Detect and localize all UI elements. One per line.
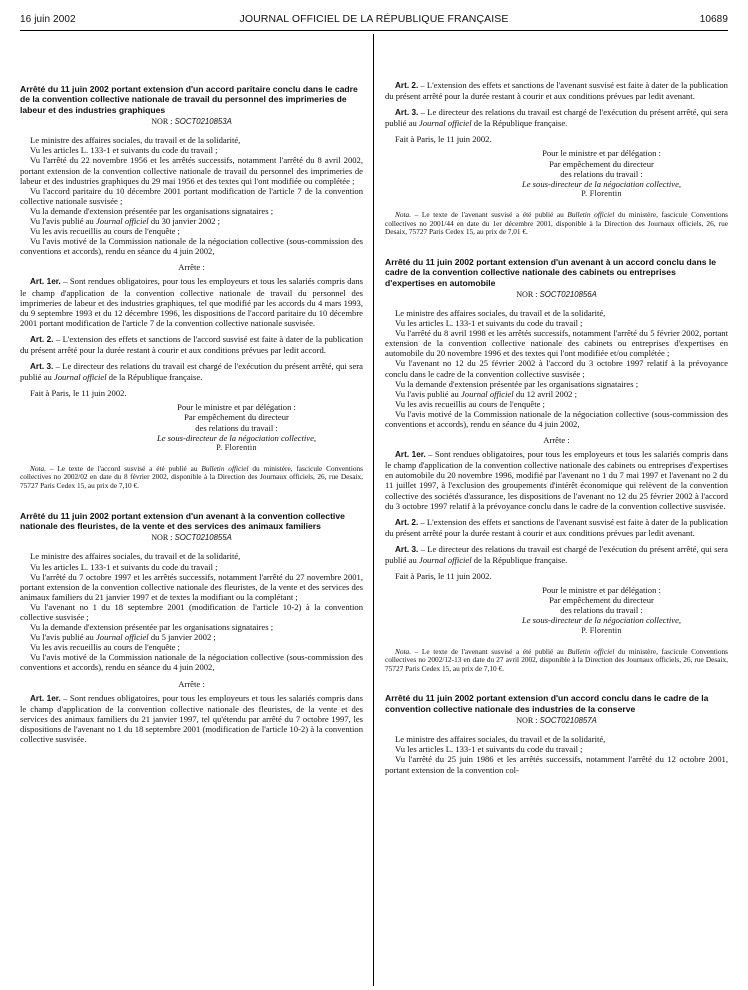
article-separator xyxy=(385,673,728,693)
article-1 xyxy=(20,276,363,327)
signature-line: Pour le ministre et par délégation : xyxy=(542,148,661,159)
nor-label: NOR : xyxy=(151,533,173,543)
signatory-name: P. Florentin xyxy=(581,188,622,198)
text-run: Bulletin officiel xyxy=(567,209,615,219)
article-label: Art. 1er. xyxy=(30,277,61,287)
text-run: – L'extension des effets et sanctions de l'accord susvisé est faite à dater de la publication du présent arrêté pour la durée restant à courir et aux conditions prévues par ledit accord. xyxy=(20,333,363,355)
article-label: Art. 3. xyxy=(395,544,419,554)
article-3 xyxy=(385,107,728,128)
article-fleuristes-continued xyxy=(385,80,728,237)
text-run: Bulletin officiel xyxy=(201,463,249,473)
nor-code: SOCT0210856A xyxy=(539,289,597,299)
article-label: Art. 2. xyxy=(395,81,419,90)
article-label: Art. 3. xyxy=(30,362,54,372)
body-paragraph: Le ministre des affaires sociales, du travail et de la solidarité, xyxy=(395,734,606,745)
body-paragraph: Vu l'arrêté du 8 avril 1998 et les arrêtés successifs, notamment l'arrêté du 5 février 2002, portant extension de la convention collective nationale des cabinets ou entreprises d'expertises en automobile du 20 novembre 1996 et des textes qui l'ont modifiée et/ou complétée ; xyxy=(385,328,728,359)
signature-block xyxy=(475,585,728,635)
signature-line: Pour le ministre et par délégation : xyxy=(542,585,661,596)
body-paragraph: Vu la demande d'extension présentée par les organisations signataires ; xyxy=(30,622,274,633)
signature-line: Le sous-directeur de la négociation collective, xyxy=(156,432,317,443)
nor-reference xyxy=(20,533,363,543)
nor-reference xyxy=(20,117,363,127)
article-label: Art. 2. xyxy=(30,334,54,344)
article-1 xyxy=(385,449,728,511)
body-paragraph: Vu les articles L. 133-1 et suivants du code du travail ; xyxy=(30,561,218,572)
text-run: – Le directeur des relations du travail est chargé de l'exécution du présent arrêté, qui sera publié au xyxy=(20,361,363,383)
text-run: – Sont rendues obligatoires, pour tous les employeurs et tous les salariés compris dans le champ d'application de la convention collective nationale de travail du personnel des imprimeries de labeur et des industries graphiques, tel que modifié par les accords du 4 mars 1993, du 9 septembre 1993 et du 12 décembre 1996, les dispositions de l'accord paritaire du 10 décembre 2001 portant modification de l'article 7 de la convention collective nationale susvisée. xyxy=(20,276,363,328)
nota-note xyxy=(20,465,363,491)
body-paragraph: Vu les avis recueillis au cours de l'enquête ; xyxy=(30,642,180,653)
text-run: du ministère, fascicule Conventions collectives no 2002/12-13 en date du 27 avril 2002, disponible à la Direction des Journaux officiels, 26, rue Desaix, 75727 Paris Cedex 15, au prix de 7,10 €. xyxy=(385,646,728,673)
journal-title: JOURNAL OFFICIEL DE LA RÉPUBLIQUE FRANÇAISE xyxy=(239,13,509,25)
signature-line: Par empêchement du directeur xyxy=(549,595,654,606)
body-paragraph: Vu l'avenant no 1 du 18 septembre 2001 (modification de l'article 10-2) à la convention collective susvisée ; xyxy=(20,601,363,622)
body-paragraph: Vu l'arrêté du 25 juin 1986 et les arrêtés successifs, notamment l'arrêté du 12 octobre 2001, portant extension de la convention col- xyxy=(385,754,728,775)
article-conserve xyxy=(385,693,728,774)
text-run: Journal officiel xyxy=(418,118,472,129)
signature-block xyxy=(110,402,363,452)
article-2 xyxy=(20,334,363,355)
article-fleuristes xyxy=(20,511,363,745)
body-paragraph: Vu les articles L. 133-1 et suivants du code du travail ; xyxy=(395,318,583,329)
body-paragraph: Vu l'avis motivé de la Commission nationale de la négociation collective (sous-commission des conventions et accords), rendu en séance du 4 juin 2002, xyxy=(20,236,363,257)
text-run: – Le texte de l'avenant susvisé a été publié au xyxy=(411,209,568,219)
body-paragraph: Vu la demande d'extension présentée par les organisations signataires ; xyxy=(395,378,639,389)
text-run: du 12 avril 2002 ; xyxy=(513,388,577,399)
fait-line: Fait à Paris, le 11 juin 2002. xyxy=(30,388,127,399)
text-run: Journal officiel xyxy=(418,555,472,565)
nota-note xyxy=(385,211,728,237)
article-separator xyxy=(385,237,728,257)
nor-reference xyxy=(385,290,728,300)
header-rule xyxy=(20,30,728,31)
header-date: 16 juin 2002 xyxy=(20,14,76,25)
text-run: du 5 janvier 2002 ; xyxy=(148,632,216,643)
right-column xyxy=(385,80,728,775)
arrete-heading: Arrête : xyxy=(178,262,205,273)
body-paragraph: Vu l'avis motivé de la Commission nationale de la négociation collective (sous-commission des conventions et accords), rendu en séance du 4 juin 2002, xyxy=(385,408,728,429)
body-paragraph: Le ministre des affaires sociales, du travail et de la solidarité, xyxy=(30,551,241,562)
fait-line: Fait à Paris, le 11 juin 2002. xyxy=(395,134,492,145)
fait-line: Fait à Paris, le 11 juin 2002. xyxy=(395,571,492,582)
article-2 xyxy=(385,80,728,101)
text-run: Journal officiel xyxy=(53,372,107,383)
article-separator xyxy=(20,491,363,511)
body-paragraph: Le ministre des affaires sociales, du travail et de la solidarité, xyxy=(30,135,241,146)
column-divider xyxy=(373,34,374,986)
signature-line: Par empêchement du directeur xyxy=(549,158,654,169)
page-number: 10689 xyxy=(699,14,728,25)
nota-label: Nota. xyxy=(395,646,412,656)
nor-reference xyxy=(385,716,728,726)
article-3 xyxy=(385,544,728,565)
article-label: Art. 1er. xyxy=(30,693,61,703)
body-paragraph: Vu les avis recueillis au cours de l'enquête ; xyxy=(30,226,180,237)
signature-line: des relations du travail : xyxy=(195,422,278,433)
body-paragraph: Vu l'avis motivé de la Commission nationale de la négociation collective (sous-commission des conventions et accords), rendu en séance du 4 juin 2002, xyxy=(20,652,363,673)
text-run: – Le directeur des relations du travail est chargé de l'exécution du présent arrêté, qui sera publié au xyxy=(385,543,728,565)
article-title: Arrêté du 11 juin 2002 portant extension d'un accord conclu dans le cadre de la convention collective nationale des industries de la conserve xyxy=(385,693,709,714)
text-run: de la République française. xyxy=(471,555,568,565)
article-label: Art. 1er. xyxy=(395,450,426,460)
text-run: Vu l'avis publié au xyxy=(30,215,96,226)
text-run: de la République française. xyxy=(471,118,568,129)
nor-label: NOR : xyxy=(516,716,538,726)
signature-line: Pour le ministre et par délégation : xyxy=(177,402,296,413)
article-label: Art. 2. xyxy=(395,517,419,527)
signature-line: des relations du travail : xyxy=(560,605,643,616)
body-paragraph: Vu l'arrêté du 22 novembre 1956 et les arrêtés successifs, notamment l'arrêté du 8 avril 2002, portant extension de la convention collective nationale de travail du personnel des imprimeries de labeur et des industries graphiques du 29 mai 1956 et des textes qui l'ont modifiée ou complétée ; xyxy=(20,155,363,186)
text-run: – Le texte de l'accord susvisé a été publié au xyxy=(46,463,202,473)
text-run: Journal officiel xyxy=(95,632,149,643)
text-run: Journal officiel xyxy=(460,388,514,399)
text-run: du ministère, fascicule Conventions collectives no 2001/44 en date du 1er décembre 2001, disponible à la Direction des Journaux officiels, 26, rue Desaix, 75727 Paris Cedex 15, au prix de 7,01 €. xyxy=(385,209,728,237)
text-run: – L'extension des effets et sanctions de l'avenant susvisé est faite à dater de la publication du présent arrêté pour la durée restant à courir et aux conditions prévues par ledit avenant. xyxy=(385,80,728,102)
signature-line: des relations du travail : xyxy=(560,168,643,179)
nor-label: NOR : xyxy=(516,289,538,299)
body-paragraph xyxy=(385,389,728,399)
body-paragraph: Vu l'arrêté du 7 octobre 1997 et les arrêtés successifs, notamment l'arrêté du 27 novembre 2001, portant extension de la convention collective nationale des fleuristes, de la vente et des services des animaux familiers du 21 janvier 1997 et de textes la modifiant ou la complétant ; xyxy=(20,571,363,602)
nor-code: SOCT0210853A xyxy=(174,117,232,127)
article-expertises-automobile xyxy=(385,257,728,674)
body-paragraph: Vu les articles L. 133-1 et suivants du code du travail ; xyxy=(30,145,218,156)
left-column xyxy=(20,84,363,744)
body-paragraph: Vu les articles L. 133-1 et suivants du code du travail ; xyxy=(395,744,583,755)
nor-code: SOCT0210857A xyxy=(539,716,597,726)
body-paragraph: Vu l'accord paritaire du 10 décembre 2001 portant modification de l'article 7 de la convention collective nationale susvisée ; xyxy=(20,185,363,206)
arrete-heading: Arrête : xyxy=(178,678,205,689)
signature-line: Le sous-directeur de la négociation collective, xyxy=(521,615,682,626)
article-imprimeries xyxy=(20,84,363,491)
text-run: – Le directeur des relations du travail est chargé de l'exécution du présent arrêté, qui sera publié au xyxy=(385,107,728,129)
text-run: Vu l'avis publié au xyxy=(395,388,461,399)
article-title: Arrêté du 11 juin 2002 portant extension d'un avenant à un accord conclu dans le cadre de la convention collective nationale des cabinets ou entreprises d'expertises en automobile xyxy=(385,256,717,288)
nor-label: NOR : xyxy=(151,117,173,127)
body-paragraph: Vu la demande d'extension présentée par les organisations signataires ; xyxy=(30,205,274,216)
article-label: Art. 3. xyxy=(395,108,419,118)
body-paragraph: Le ministre des affaires sociales, du travail et de la solidarité, xyxy=(395,307,606,318)
arrete-heading: Arrête : xyxy=(543,435,570,446)
article-1 xyxy=(20,693,363,744)
text-run: – Sont rendues obligatoires, pour tous les employeurs et tous les salariés compris dans le champ d'application de la convention collective nationale des fleuristes, de la vente et des services des animaux familiers du 21 janvier 1997, tel qu'étendu par arrêté du 7 octobre 1997, les dispositions de l'avenant no 1 du 18 septembre 2001 (modification de l'article 10-2) à la convention collective susvisée. xyxy=(20,692,363,745)
text-run: – L'extension des effets et sanctions de l'avenant susvisé est faite à dater de la publication du présent arrêté pour la durée restant à courir et aux conditions prévues par ledit avenant. xyxy=(385,516,728,538)
page-header xyxy=(20,12,728,30)
text-run: Journal officiel xyxy=(95,215,149,226)
signatory-name: P. Florentin xyxy=(581,625,622,635)
article-3 xyxy=(20,361,363,382)
nota-label: Nota. xyxy=(395,209,412,219)
body-paragraph xyxy=(20,216,363,226)
text-run: Vu l'avis publié au xyxy=(30,632,96,643)
text-run: du ministère, fascicule Conventions collectives no 2002/02 en date du 8 février 2002, disponible à la Direction des Journaux officiels, 26, rue Desaix, 75727 Paris Cedex 15, au prix de 7,10 €. xyxy=(20,463,363,491)
article-2 xyxy=(385,517,728,538)
text-run: – Le texte de l'avenant susvisé a été publié au xyxy=(411,646,568,656)
signature-line: Par empêchement du directeur xyxy=(184,412,289,423)
text-run: du 30 janvier 2002 ; xyxy=(148,215,221,226)
nor-code: SOCT0210855A xyxy=(174,533,232,543)
body-paragraph: Vu l'avenant no 12 du 25 février 2002 à l'accord du 3 octobre 1997 relatif à la prévoyance conclu dans le cadre de la convention collective susvisée ; xyxy=(385,358,728,379)
signatory-name: P. Florentin xyxy=(216,442,257,452)
text-run: de la République française. xyxy=(106,372,203,383)
nota-note xyxy=(385,648,728,674)
article-title: Arrêté du 11 juin 2002 portant extension d'un avenant à la convention collective nationale des fleuristes, de la vente et des services des animaux familiers xyxy=(20,510,345,532)
text-run: – Sont rendues obligatoires, pour tous les employeurs et tous les salariés compris dans le champ d'application de la convention collective nationale des cabinets ou entreprises d'expertises en automobile du 20 novembre 1996, modifié par l'avenant no 1 du 7 mai 1997 et l'avenant no 2 du 11 juillet 1997, à l'exclusion des groupements d'intérêt économique qui relèvent de la convention collective des sociétés d'assurance, les dispositions de l'avenant no 12 du 25 février 2002 à l'accord du 3 octobre 1997 relatif à la prévoyance conclu dans le cadre de la convention collective susvisée. xyxy=(385,449,728,511)
article-title: Arrêté du 11 juin 2002 portant extension d'un accord paritaire conclu dans le cadre de la convention collective nationale de travail du personnel des imprimeries de labeur et des industries graphiques xyxy=(20,84,358,115)
signature-line: Le sous-directeur de la négociation collective, xyxy=(521,178,682,189)
text-run: Bulletin officiel xyxy=(567,646,615,656)
signature-block xyxy=(475,148,728,198)
nota-label: Nota. xyxy=(30,463,47,473)
body-paragraph: Vu les avis recueillis au cours de l'enquête ; xyxy=(395,398,545,409)
body-paragraph xyxy=(20,632,363,642)
